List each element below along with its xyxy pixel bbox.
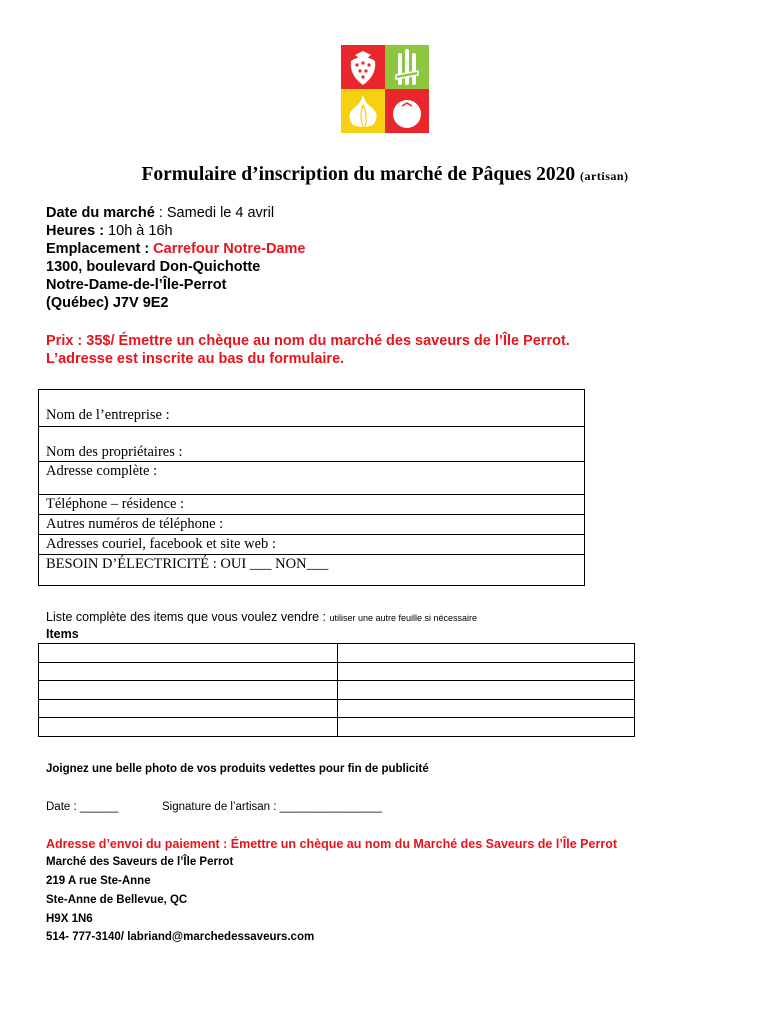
event-date bbox=[46, 204, 274, 222]
price-line2: L’adresse est inscrite au bas du formulaire. bbox=[46, 351, 345, 367]
date-label: Date du marché bbox=[46, 205, 155, 221]
phone-other-field[interactable]: Autres numéros de téléphone : bbox=[46, 516, 224, 532]
signature-field[interactable]: Signature de l’artisan : ________________ bbox=[162, 801, 382, 813]
table-row bbox=[39, 718, 635, 737]
payment-contact: 514- 777-3140/ labriand@marchedessaveurs.com bbox=[46, 931, 315, 943]
table-row bbox=[39, 644, 635, 663]
divider bbox=[39, 426, 584, 427]
tomato-icon bbox=[385, 89, 429, 133]
phone-home-field[interactable]: Téléphone – résidence : bbox=[46, 496, 185, 512]
photo-note: Joignez une belle photo de vos produits vedettes pour fin de publicité bbox=[46, 763, 429, 775]
hours-label: Heures : bbox=[46, 223, 105, 239]
payment-line: Marché des Saveurs de l’Île Perrot bbox=[46, 856, 234, 868]
item-cell[interactable] bbox=[338, 718, 635, 737]
item-cell[interactable] bbox=[39, 662, 338, 681]
item-cell[interactable] bbox=[338, 681, 635, 700]
owners-field[interactable]: Nom des propriétaires : bbox=[46, 444, 183, 460]
item-cell[interactable] bbox=[39, 718, 338, 737]
event-location bbox=[46, 240, 305, 258]
market-logo bbox=[341, 45, 429, 133]
emails-field[interactable]: Adresses couriel, facebook et site web : bbox=[46, 536, 276, 552]
divider bbox=[39, 494, 584, 495]
date-value: : Samedi le 4 avril bbox=[154, 205, 275, 221]
payment-line: 219 A rue Ste-Anne bbox=[46, 875, 151, 887]
items-table bbox=[38, 643, 635, 737]
item-cell[interactable] bbox=[338, 662, 635, 681]
item-cell[interactable] bbox=[338, 644, 635, 663]
price-line1: Prix : 35$/ Émettre un chèque au nom du marché des saveurs de l’Île Perrot. bbox=[46, 333, 570, 349]
items-note: utiliser une autre feuille si nécessaire bbox=[329, 613, 478, 623]
company-field[interactable]: Nom de l’entreprise : bbox=[46, 407, 170, 423]
form-title bbox=[0, 164, 770, 186]
electricity-field[interactable]: BESOIN D’ÉLECTRICITÉ : OUI ___ NON___ bbox=[46, 556, 329, 572]
address-line3: (Québec) J7V 9E2 bbox=[46, 295, 169, 311]
event-hours bbox=[46, 222, 173, 240]
payment-line: Ste-Anne de Bellevue, QC bbox=[46, 894, 188, 906]
title-sub: (artisan) bbox=[580, 169, 629, 183]
divider bbox=[39, 554, 584, 555]
items-header: Items bbox=[46, 627, 79, 641]
date-field[interactable]: Date : ______ bbox=[46, 801, 119, 813]
item-cell[interactable] bbox=[39, 644, 338, 663]
items-instruction-text: Liste complète des items que vous voulez vendre : bbox=[46, 610, 330, 624]
table-row bbox=[39, 699, 635, 718]
address-line1: 1300, boulevard Don-Quichotte bbox=[46, 259, 261, 275]
strawberry-icon bbox=[341, 45, 385, 89]
title-main: Formulaire d’inscription du marché de Pâques 2020 bbox=[141, 164, 576, 185]
location-value: Carrefour Notre-Dame bbox=[153, 241, 306, 257]
divider bbox=[39, 461, 584, 462]
items-instruction bbox=[46, 610, 477, 624]
location-label: Emplacement : bbox=[46, 241, 154, 257]
asparagus-icon bbox=[385, 45, 429, 89]
divider bbox=[39, 534, 584, 535]
hours-value: 10h à 16h bbox=[104, 223, 173, 239]
item-cell[interactable] bbox=[338, 699, 635, 718]
address-line2: Notre-Dame-de-l’Île-Perrot bbox=[46, 277, 227, 293]
garlic-icon bbox=[341, 89, 385, 133]
divider bbox=[39, 514, 584, 515]
payment-line: H9X 1N6 bbox=[46, 913, 93, 925]
address-field[interactable]: Adresse complète : bbox=[46, 463, 158, 479]
payment-heading: Adresse d’envoi du paiement : Émettre un chèque au nom du Marché des Saveurs de l’Île Perrot bbox=[46, 837, 617, 851]
registration-form bbox=[38, 389, 585, 586]
item-cell[interactable] bbox=[39, 699, 338, 718]
item-cell[interactable] bbox=[39, 681, 338, 700]
table-row bbox=[39, 681, 635, 700]
table-row bbox=[39, 662, 635, 681]
